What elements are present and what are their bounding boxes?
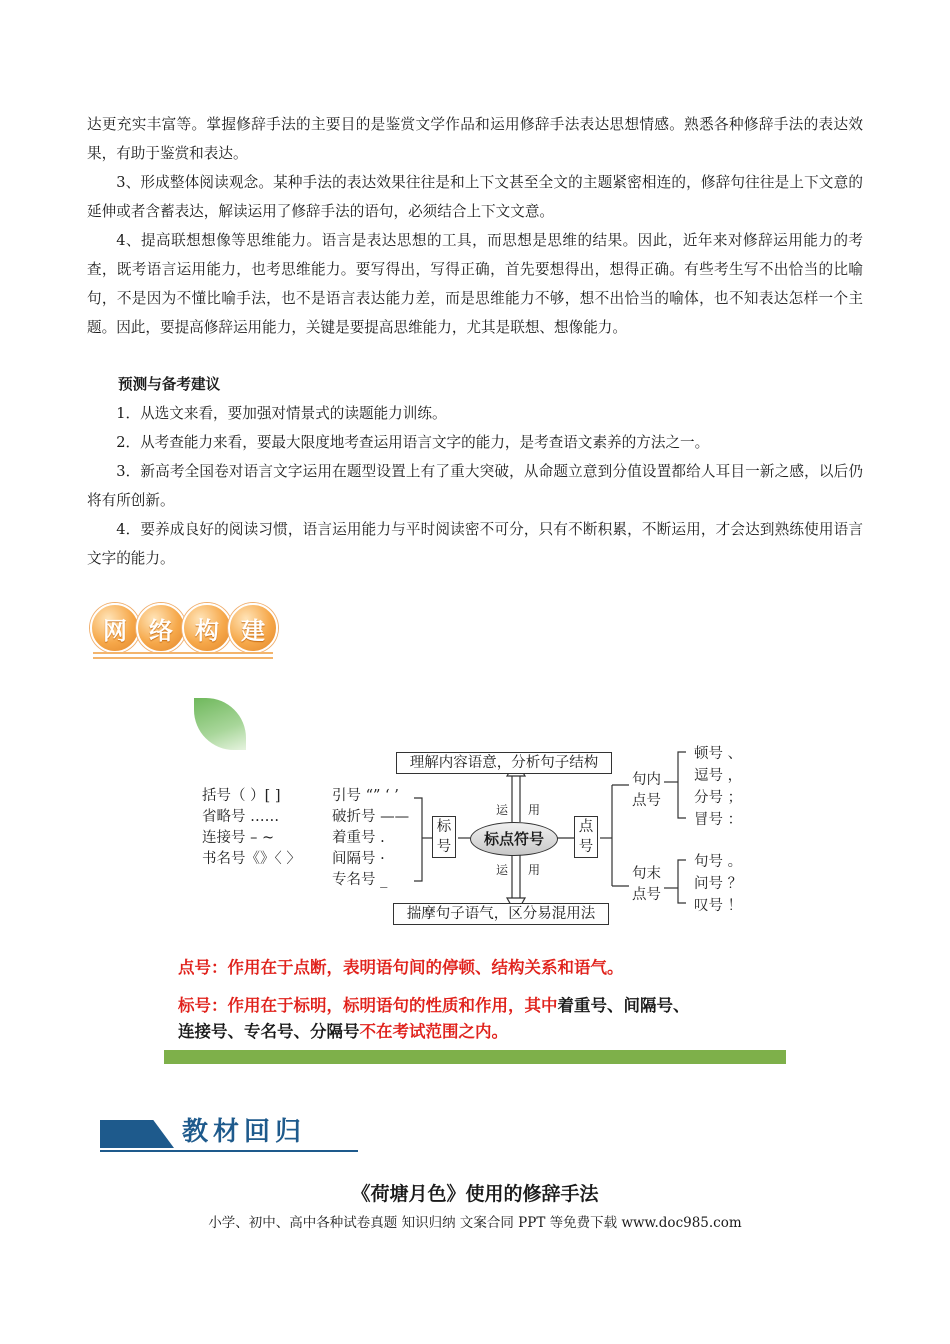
banner-shape (100, 1120, 174, 1148)
mid-item: 引号 “” ‘ ’ (332, 788, 399, 804)
yong-label: 用 (528, 803, 541, 817)
suggestion-2: 2．从考查能力来看，要最大限度地考查运用语言文字的能力，是考查语文素养的方法之一。 (116, 434, 710, 451)
dian-box: 点号 (574, 816, 598, 858)
yun-label: 运 (496, 863, 509, 877)
top-box: 理解内容语意，分析句子结构 (396, 752, 612, 774)
mid-item: 专名号 _ (332, 872, 388, 888)
paragraph-holistic-reading: 3、形成整体阅读观念。某种手法的表达效果往往是和上下文甚至全文的主题紧密相连的，修辞句往往是上下文意的延伸或者含蓄表达，解读运用了修辞手法的语句，必须结合上下文文意。 (87, 174, 863, 220)
left-item: 连接号 – ~ (202, 830, 275, 846)
banner-underline (93, 652, 273, 662)
jv-nei-item: 冒号 ： (694, 812, 743, 828)
yong-label: 用 (528, 863, 541, 877)
jv-nei-item: 逗号 ， (694, 768, 743, 784)
jv-mo-item: 问号 ？ (694, 876, 743, 892)
banner-char: 网 (90, 603, 140, 653)
jv-nei-item: 顿号 、 (694, 746, 743, 762)
jv-nei-item: 分号 ； (694, 790, 743, 806)
banner-char: 建 (228, 603, 278, 653)
mid-item: 间隔号 · (332, 851, 385, 867)
banner-underline (100, 1150, 358, 1152)
jv-mo-label: 句末点号 (632, 866, 661, 903)
note-dark-text: 连接号、专名号、分隔号 (178, 1022, 360, 1041)
note-red-text: 标号：作用在于标明，标明语句的性质和作用，其中 (178, 996, 558, 1015)
suggestion-3: 3．新高考全国卷对语言文字运用在题型设置上有了重大突破，从命题立意到分值设置都给人耳目一新之感，以后仍将有所创新。 (87, 463, 863, 509)
banner-char: 络 (136, 603, 186, 653)
banner-char: 构 (182, 603, 232, 653)
left-item: 括号（ ）[ ] (202, 788, 281, 804)
left-item: 书名号《》〈 〉 (202, 851, 301, 867)
footer: 小学、初中、高中各种试卷真题 知识归纳 文案合同 PPT 等免费下载 www.doc985.com (208, 1215, 742, 1231)
mid-item: 破折号 —— (332, 809, 410, 825)
center-ellipse: 标点符号 (470, 822, 558, 856)
jv-mo-item: 叹号 ！ (694, 898, 743, 914)
suggestion-1: 1．从选文来看，要加强对情景式的读题能力训练。 (116, 405, 447, 422)
left-item: 省略号 …… (202, 809, 280, 825)
paragraph-thinking-ability: 4、提高联想想像等思维能力。语言是表达思想的工具，而思想是思维的结果。因此，近年来对修辞运用能力的考查，既考语言运用能力，也考思维能力。要写得出，写得正确，首先要想得出，想得正确。有些考生写不出恰当的比喻句，不是因为不懂比喻手法，也不是语言表达能力差，而是思维能力不够，想不出恰当的喻体，也不知表达怎样一个主题。因此，要提高修辞运用能力，关键是要提高思维能力，尤其是联想、想像能力。 (87, 232, 863, 336)
textbook-banner (100, 1114, 358, 1154)
green-bar (164, 1050, 786, 1064)
note-red-text: 不在考试范围之内。 (359, 1022, 508, 1041)
mid-item: 着重号 . (332, 830, 385, 846)
jv-mo-item: 句号 。 (694, 854, 743, 870)
suggestion-4: 4．要养成良好的阅读习惯，语言运用能力与平时阅读密不可分，只有不断积累，不断运用，才会达到熟练使用语言文字的能力。 (87, 521, 863, 567)
biao-box: 标号 (432, 816, 456, 858)
banner-title: 教材回归 (182, 1117, 307, 1147)
note-biaohao-line2 (178, 1020, 508, 1044)
bottom-box: 揣摩句子语气，区分易混用法 (393, 903, 609, 925)
yun-label: 运 (496, 803, 509, 817)
note-biaohao-line1 (178, 994, 690, 1018)
jv-nei-label: 句内点号 (632, 772, 661, 809)
note-dianhao: 点号：作用在于点断，表明语句间的停顿、结构关系和语气。 (178, 958, 624, 977)
note-dark-text: 着重号、间隔号、 (557, 996, 690, 1015)
section-heading: 预测与备考建议 (118, 376, 221, 393)
section-title: 《荷塘月色》使用的修辞手法 (351, 1183, 599, 1205)
punctuation-diagram (164, 698, 786, 1064)
paragraph-continued: 达更充实丰富等。掌握修辞手法的主要目的是鉴赏文学作品和运用修辞手法表达思想情感。熟悉各种修辞手法的表达效果，有助于鉴赏和表达。 (87, 116, 863, 162)
